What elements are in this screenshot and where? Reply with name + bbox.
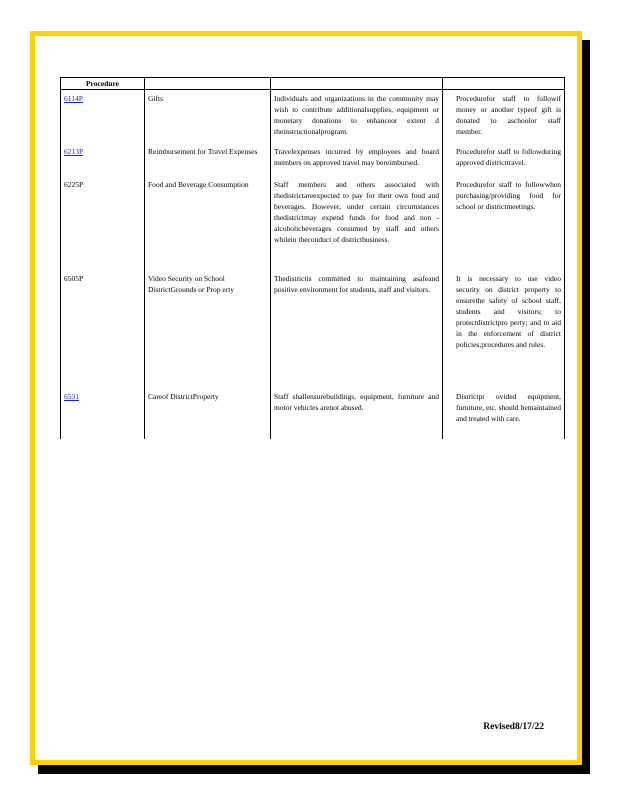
bullet-icon (446, 146, 456, 168)
header-blank-1 (145, 78, 271, 90)
bullet-icon (446, 391, 456, 424)
procedure-purpose: Procedurefor staff to followif money or another typeof gift is donated to aschoolor staff member. (456, 94, 561, 136)
bullet-icon (446, 179, 456, 212)
procedure-purpose: Procedurefor staff to followwhen purchasing/providing food for school or districtmeetings. (456, 179, 561, 211)
bullet-icon (446, 93, 456, 137)
procedure-summary: Thedistrictis committed to maintaining asafeand positive environment for students, staff and visitors. (271, 273, 443, 391)
procedure-summary: Travelexpenses incurred by employees and board members on approved travel may bereimbursed. (271, 146, 443, 179)
page-frame (30, 31, 582, 765)
procedure-purpose: It is necessary to use video security on district property to ensurethe safety of school staff, students and visitors; to protectdistrictpro perty; and to aid in the enforcement of district policies,procedures and rules. (456, 273, 561, 349)
procedure-purpose-cell (443, 273, 565, 391)
procedure-code-cell (61, 90, 145, 146)
procedure-title: Reimbursement for Travel Expenses (145, 146, 271, 179)
procedure-table (60, 77, 565, 439)
procedure-purpose: Procedurefor staff to followduring approved districttravel. (456, 146, 561, 167)
table-row (61, 179, 565, 273)
procedure-purpose-cell (443, 391, 565, 439)
bullet-icon (446, 273, 456, 350)
procedure-purpose-cell (443, 179, 565, 273)
procedure-link[interactable]: 6531 (64, 391, 79, 401)
header-procedure: Procedure (61, 78, 145, 90)
procedure-title: Food and Beverage Consumption (145, 179, 271, 273)
procedure-summary: Staff shallensurebuildings, equipment, furniture and motor vehicles arenot abused. (271, 391, 443, 439)
procedure-code-cell (61, 391, 145, 439)
table-header-row (61, 78, 565, 90)
table-row (61, 273, 565, 391)
procedure-link[interactable]: 6225P (64, 179, 84, 189)
procedure-purpose-cell (443, 90, 565, 146)
table-row (61, 90, 565, 146)
procedure-title: Gifts (145, 90, 271, 146)
procedure-code-cell (61, 179, 145, 273)
procedure-purpose: Districtpr ovided equipment, furniture, etc. should bemaintained and treated with care. (456, 391, 561, 423)
procedure-summary: Staff members and others associated with thedistrictareexpected to pay for their own food and beverages. However, under certain circumstances thedistrictmay expend funds for food and non - alcoholicbeverages consumed by staff and others whilein theconduct of districtbusiness. (271, 179, 443, 273)
procedure-link[interactable]: 6213P (64, 146, 84, 156)
procedure-link[interactable]: 6114P (64, 94, 83, 103)
procedure-code-cell (61, 273, 145, 391)
procedure-title: Video Security on School DistrictGrounds or Prop erty (145, 273, 271, 391)
header-blank-3 (443, 78, 565, 90)
table-row (61, 146, 565, 179)
procedure-purpose-cell (443, 146, 565, 179)
procedure-title: Careof DistrictProperty (145, 391, 271, 439)
header-blank-2 (271, 78, 443, 90)
table-row (61, 391, 565, 439)
procedure-link[interactable]: 6505P (64, 273, 84, 283)
procedure-summary: Individuals and organizations in the community may wish to contribute additionalsupplies, equipment or monetary donations to enhanceor extent d theinstructionalprogram. (271, 90, 443, 146)
revised-date: Revised8/17/22 (483, 722, 544, 732)
procedure-code-cell (61, 146, 145, 179)
